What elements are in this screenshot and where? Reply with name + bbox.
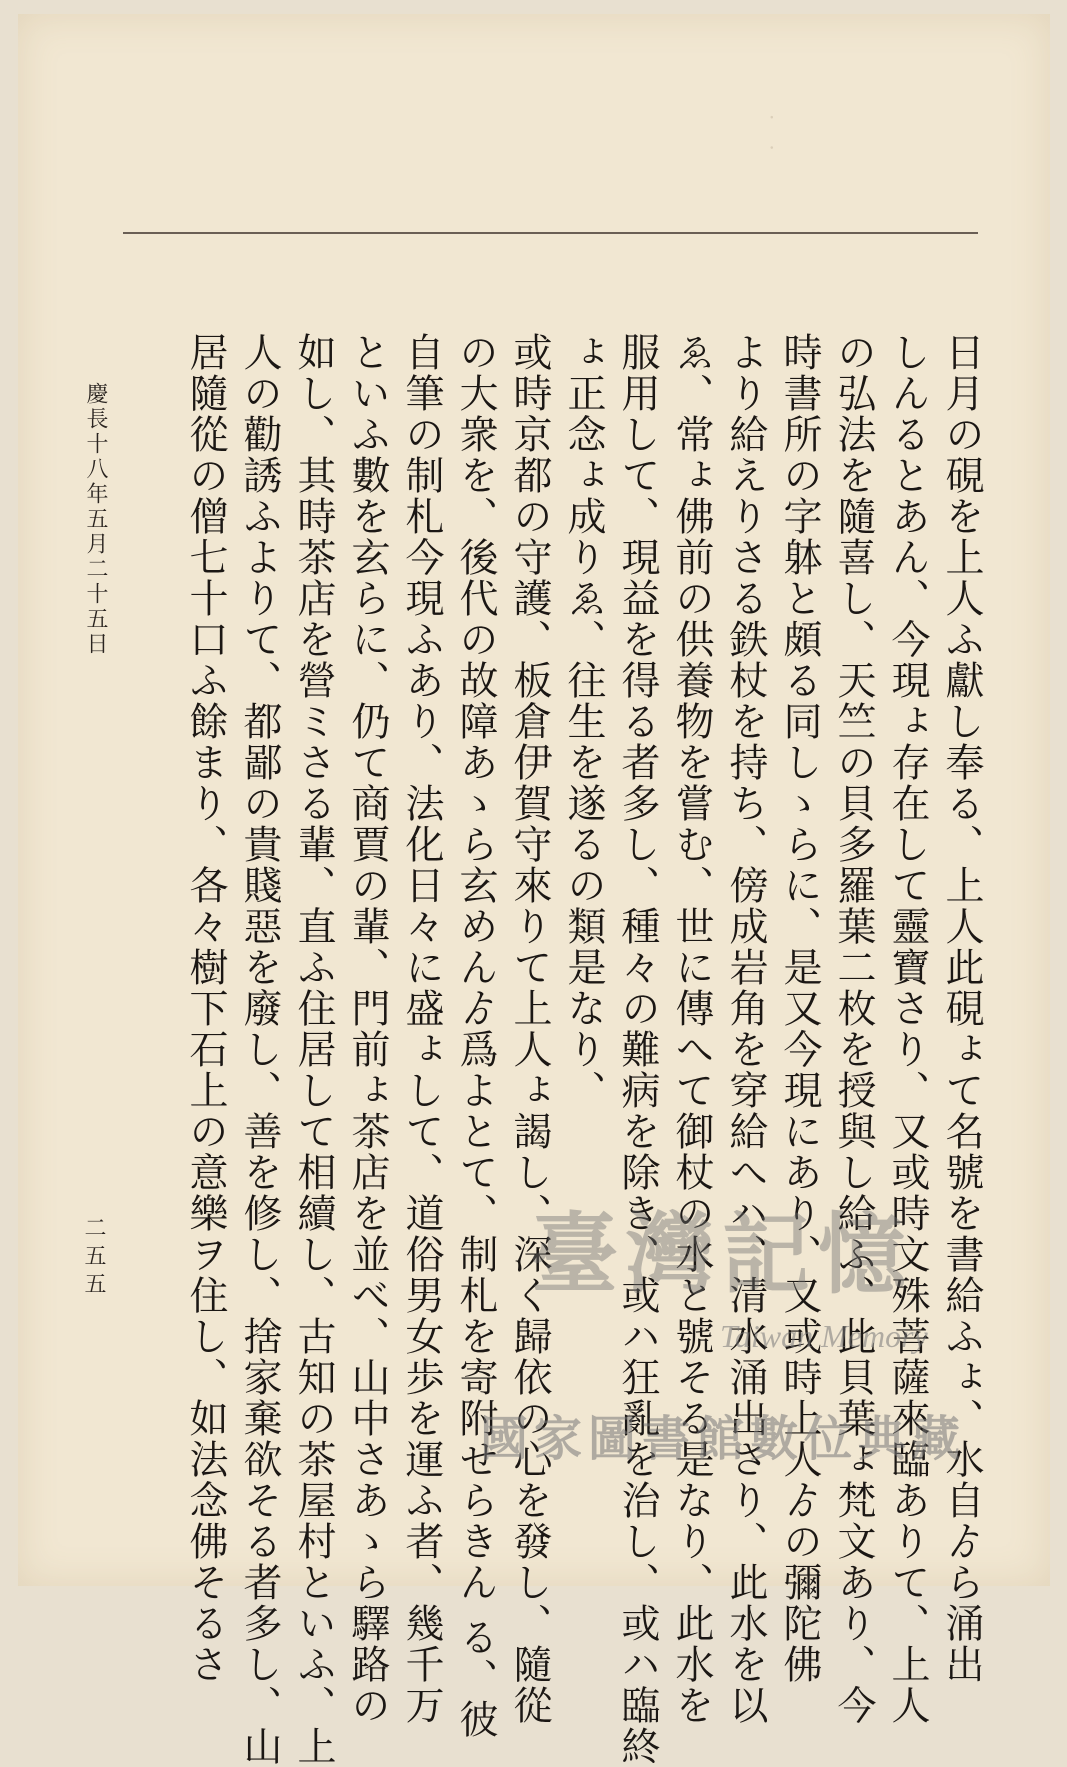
text-column: 時書所の字躰と頗る同しゝらに、是又今現にあり、又或時上人ゟの彌陀佛 [777,332,822,1685]
text-column: 居隨從の僧七十口ふ餘まり、各々樹下石上の意樂ヲ住し、如法念佛そるさ [183,332,228,1685]
text-column: といふ數を玄らに、仍て商賈の輩、門前ょ茶店を並べ、山中さあゝら驛路の [345,332,390,1726]
text-column: より給えりさる鉄杖を持ち、傍成岩角を穿給へハ、清水涌出さり、此水を以 [723,332,768,1726]
watermark-subtitle: 國家圖書館數位典藏 [480,1411,967,1467]
text-column: 或時京都の守護、板倉伊賀守來りて上人ょ謁し、深く歸依の心を發し、隨從 [507,332,552,1726]
text-column: ゑ、常ょ佛前の供養物を嘗む、世に傳へて御杖の水と號そる是なり、此水を [669,332,714,1726]
page-number: 二五五 [81,1216,106,1300]
text-column: 服用して、現益を得る者多し、種々の難病を除き、或ハ狂亂を治し、或ハ臨終 [615,332,660,1767]
watermark-english: Taiwan Memory [720,1318,928,1354]
text-column: の弘法を隨喜し、天竺の貝多羅葉二枚を授與し給ふ、此貝葉ょ梵文あり、今 [831,332,876,1726]
text-column: 人の勸誘ふよりて、都鄙の貴賤惡を廢し、善を修し、捨家棄欲そる者多し、山 [237,332,282,1767]
text-column: 日月の硯を上人ふ獻し奉る、上人此硯ょて名號を書給ふょ、水自ゟら涌出 [939,332,984,1685]
text-column: 如し、其時茶店を營ミさる輩、直ふ住居して相續し、古知の茶屋村といふ、上 [291,332,336,1767]
bleed-through-text: · · [760,114,784,153]
header-rule [123,232,978,234]
text-column: の大衆を、後代の故障あゝら玄めんゟ爲よとて、制札を寄附せらきん る、彼 [453,332,498,1741]
text-column: しんるとあん、今現ょ存在して靈寶さり、又或時文殊菩薩來臨ありて、上人 [885,332,930,1726]
watermark-logo: 臺灣記憶 [530,1202,915,1306]
text-column: ょ正念ょ成りゑ、往生を遂るの類是なり、 [561,332,606,1111]
date-line: 慶長十八年五月二十五日 [83,382,108,657]
text-column: 自筆の制札今現ふあり、法化日々に盛ょして、道俗男女歩を運ふ者、幾千万 [399,332,444,1726]
